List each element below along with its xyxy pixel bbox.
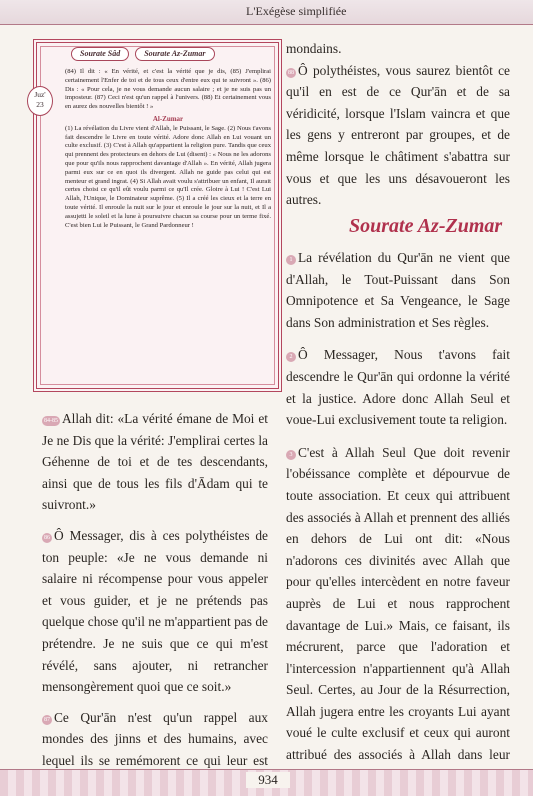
- commentary-3: 3 C'est à Allah Seul Que doit revenir l'obéissance complète et dépourvue de toute association. Et ceux qui attribuent des associés à Allah et prennent des alliés en dehors de Lui ont dit: «Nous n'adorons ces divinités avec Allah que pour qu'elles intercèdent en notre faveur auprès de Lui et nous rapprochent davantage de Lui.» Mais, ce faisant, ils mécrurent, parce que l'adoration et l'intercession n'appartiennent qu'à Allah Seul. Certes, au Jour de la Résurrection, Allah jugera entre les croyants Lui ayant voué le culte exclusif et ceux qui auront attribué des associés à Allah dans leur: [286, 444, 510, 763]
- verse-number-icon: 3: [286, 450, 296, 460]
- commentary-86: 86 Ô Messager, dis à ces polythéistes de ton peuple: «Je ne vous demande ni salaire ni récompense pour vous appeler et vous guider, et je ne prétends pas quelque chose qu'il ne m'appartient pas de prétendre. Je ne suis que ce qui m'est révélé, sans ajouter, ni retrancher mensongèrement quoi que ce soit.»: [42, 527, 268, 695]
- juz-label: Juz': [34, 90, 46, 99]
- arabic-text-frame: [33, 39, 282, 392]
- commentary-84-85: 84-85 Allah dit: «La vérité émane de Moi et Je ne Dis que la vérité: J'emplirai certes la Géhenne de toi et de tes descendants, ainsi que de tous les fils d'Ādam qui te suivront.»: [42, 411, 268, 513]
- juz-number: 23: [36, 100, 44, 109]
- frame-text-sad: (84) Il dit : « En vérité, et c'est la vérité que je dis, (85) J'emplirai certainement l'Enfer de toi et de tous ceux d'entre eux qui te suivront ». (86) Dis : « Pour cela, je ne vous demande aucun salaire ; et je ne suis pas un imposteur. (87) Ceci n'est qu'un rappel à l'univers. (88) Et certainement vous en aurez des nouvelles bientôt ! »: [65, 68, 271, 111]
- verse-number-icon: 2: [286, 352, 296, 362]
- verse-number-icon: 87: [44, 716, 50, 723]
- running-header-title: L'Exégèse simplifiée: [246, 4, 347, 18]
- continuation-text: mondains.: [286, 41, 342, 56]
- commentary-2: 2 Ô Messager, Nous t'avons fait descendre le Qur'ān qui ordonne la vérité et la justice. Adore donc Allah Seul et voue-Lui exclusivement toute ta religion.: [286, 347, 510, 428]
- verse-number-icon: 84-85: [44, 418, 58, 424]
- frame-header: [71, 47, 215, 61]
- frame-subtitle: Al-Zumar: [152, 114, 184, 123]
- commentary-1: 1 La révélation du Qur'ān ne vient que d'Allah, le Tout-Puissant dans Son Omnipotence et Sa Vengeance, le Sage dans Son administration et Ses règles.: [286, 250, 510, 330]
- right-column-bottom: [286, 247, 510, 787]
- commentary-87: 87 Ce Qur'ān n'est qu'un rappel aux mondes des jinns et des humains, avec lequel ils se remémorent ce qui leur est: [42, 709, 268, 768]
- frame-translation: [65, 68, 271, 231]
- sourate-sad-tag: Sourate Sâd: [71, 47, 129, 61]
- commentary-88: 88 Ô polythéistes, vous saurez bientôt ce qu'il en est de ce Qur'ān et de sa véridicité, lorsque l'Islam vaincra et que les gens y entreront par groupes, et de même lorsque le châtiment s'abattra sur vous et que les uns désavoueront les autres.: [286, 62, 510, 208]
- verse-number-icon: 1: [286, 255, 296, 265]
- sourate-zumar-tag: Sourate Az-Zumar: [135, 47, 214, 61]
- section-title: Sourate Az-Zumar: [349, 215, 503, 237]
- frame-text-zumar: (1) La révélation du Livre vient d'Allah, le Puissant, le Sage. (2) Nous t'avons fait descendre le Livre en toute vérité. Adore donc Allah en Lui vouant un culte exclusif. (3) C'est à Allah qu'appartient la religion pure. Tandis que ceux qui prennent des protecteurs en dehors de Lui (disent) : « Nous ne les adorons que pour qu'ils nous rapprochent davantage d'Allah ». En vérité, Allah jugera parmi eux sur ce en quoi ils divergent. Allah ne guide pas celui qui est menteur et grand ingrat. (4) Si Allah avait voulu s'attribuer un enfant, Il aurait certes choisi ce qu'il eût voulu parmi ce qu'Il crée. Gloire à Lui ! C'est Lui Allah, l'Unique, le Dominateur suprême. (5) Il a créé les cieux et la terre en toute vérité. Il enroule la nuit sur le jour et enroule le jour sur la nuit, et Il a assujetti le soleil et la lune à poursuivre chacun sa course pour un terme fixé. C'est bien Lui le Puissant, le Grand Pardonneur !: [65, 124, 271, 229]
- juz-badge: [27, 86, 53, 116]
- verse-number-icon: 86: [44, 534, 50, 541]
- running-header: [0, 0, 533, 25]
- right-column-top: [286, 38, 510, 211]
- left-column: [42, 408, 268, 793]
- page-number: 934: [246, 772, 290, 788]
- verse-number-icon: 88: [288, 69, 294, 76]
